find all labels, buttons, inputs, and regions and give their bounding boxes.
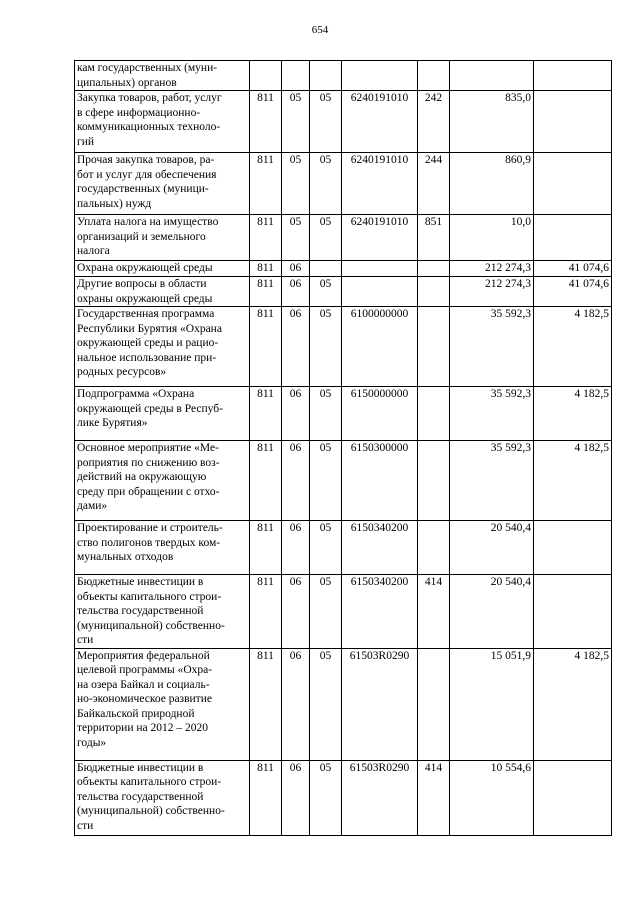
cell-expense-type: 414 — [418, 760, 450, 835]
cell-ved: 811 — [250, 441, 282, 521]
cell-name: Охрана окружающей среды — [75, 261, 250, 277]
cell-amount-1: 835,0 — [450, 91, 534, 153]
cell-subsection: 05 — [310, 277, 342, 307]
cell-subsection — [310, 261, 342, 277]
table-row — [75, 521, 612, 575]
cell-amount-1: 212 274,3 — [450, 261, 534, 277]
cell-target-article — [342, 61, 418, 91]
cell-target-article: 6150000000 — [342, 387, 418, 441]
cell-amount-2 — [534, 760, 612, 835]
cell-amount-1: 20 540,4 — [450, 575, 534, 649]
cell-name: Другие вопросы в области охраны окружающей среды — [75, 277, 250, 307]
cell-amount-2: 41 074,6 — [534, 277, 612, 307]
cell-expense-type — [418, 521, 450, 575]
cell-amount-2: 4 182,5 — [534, 648, 612, 760]
table-row — [75, 387, 612, 441]
table-row — [75, 307, 612, 387]
cell-expense-type: 244 — [418, 153, 450, 215]
cell-amount-2: 4 182,5 — [534, 387, 612, 441]
cell-ved: 811 — [250, 521, 282, 575]
cell-section: 05 — [282, 153, 310, 215]
cell-amount-2 — [534, 91, 612, 153]
cell-amount-2 — [534, 215, 612, 261]
cell-name: Основное мероприятие «Ме- роприятия по снижению воз- действий на окружающую среду при обращении с отхо- дами» — [75, 441, 250, 521]
cell-expense-type — [418, 277, 450, 307]
cell-name: Подпрограмма «Охрана окружающей среды в Респуб- лике Бурятия» — [75, 387, 250, 441]
cell-expense-type — [418, 307, 450, 387]
cell-amount-2 — [534, 153, 612, 215]
cell-section — [282, 61, 310, 91]
cell-name: Мероприятия федеральной целевой программы «Охра- на озера Байкал и социаль- но-экономическое развитие Байкальской природной территории на 2012 – 2020 годы» — [75, 648, 250, 760]
cell-target-article — [342, 277, 418, 307]
cell-amount-1: 212 274,3 — [450, 277, 534, 307]
cell-subsection: 05 — [310, 575, 342, 649]
cell-amount-2 — [534, 575, 612, 649]
cell-target-article: 61503R0290 — [342, 760, 418, 835]
cell-section: 06 — [282, 277, 310, 307]
cell-section: 06 — [282, 387, 310, 441]
cell-amount-1: 35 592,3 — [450, 441, 534, 521]
budget-table — [74, 60, 612, 836]
cell-ved: 811 — [250, 387, 282, 441]
cell-name: Бюджетные инвестиции в объекты капитального строи- тельства государственной (муниципальной) собственно- сти — [75, 575, 250, 649]
cell-subsection: 05 — [310, 215, 342, 261]
cell-expense-type — [418, 61, 450, 91]
cell-subsection: 05 — [310, 153, 342, 215]
cell-amount-1 — [450, 61, 534, 91]
cell-subsection: 05 — [310, 441, 342, 521]
cell-amount-2 — [534, 521, 612, 575]
cell-name: Уплата налога на имущество организаций и земельного налога — [75, 215, 250, 261]
cell-name: Закупка товаров, работ, услуг в сфере информационно- коммуникационных техноло- гий — [75, 91, 250, 153]
cell-section: 06 — [282, 307, 310, 387]
cell-section: 06 — [282, 261, 310, 277]
cell-ved: 811 — [250, 215, 282, 261]
table-row — [75, 153, 612, 215]
cell-ved: 811 — [250, 307, 282, 387]
cell-subsection: 05 — [310, 387, 342, 441]
cell-target-article: 6240191010 — [342, 153, 418, 215]
cell-amount-1: 35 592,3 — [450, 387, 534, 441]
cell-ved: 811 — [250, 91, 282, 153]
cell-name: Государственная программа Республики Бурятия «Охрана окружающей среды и рацио- нальное использование при- родных ресурсов» — [75, 307, 250, 387]
cell-expense-type — [418, 261, 450, 277]
cell-target-article: 61503R0290 — [342, 648, 418, 760]
page-number: 654 — [311, 24, 329, 36]
cell-expense-type — [418, 387, 450, 441]
cell-amount-1: 20 540,4 — [450, 521, 534, 575]
cell-name: Прочая закупка товаров, ра- бот и услуг для обеспечения государственных (муници- пальных) нужд — [75, 153, 250, 215]
cell-name: Бюджетные инвестиции в объекты капитального строи- тельства государственной (муниципальной) собственно- сти — [75, 760, 250, 835]
cell-ved: 811 — [250, 648, 282, 760]
cell-expense-type: 414 — [418, 575, 450, 649]
table-row — [75, 91, 612, 153]
cell-subsection: 05 — [310, 91, 342, 153]
cell-expense-type: 242 — [418, 91, 450, 153]
table-row — [75, 215, 612, 261]
cell-section: 06 — [282, 648, 310, 760]
cell-name: кам государственных (муни- ципальных) органов — [75, 61, 250, 91]
cell-name: Проектирование и строитель- ство полигонов твердых ком- мунальных отходов — [75, 521, 250, 575]
table-row — [75, 441, 612, 521]
cell-ved: 811 — [250, 261, 282, 277]
cell-amount-2: 4 182,5 — [534, 307, 612, 387]
cell-amount-1: 15 051,9 — [450, 648, 534, 760]
cell-subsection: 05 — [310, 760, 342, 835]
table-row — [75, 575, 612, 649]
cell-section: 06 — [282, 521, 310, 575]
cell-amount-2: 4 182,5 — [534, 441, 612, 521]
cell-ved: 811 — [250, 277, 282, 307]
table-row — [75, 61, 612, 91]
cell-subsection: 05 — [310, 521, 342, 575]
cell-target-article — [342, 261, 418, 277]
cell-section: 05 — [282, 215, 310, 261]
cell-amount-2: 41 074,6 — [534, 261, 612, 277]
cell-subsection: 05 — [310, 307, 342, 387]
cell-section: 06 — [282, 441, 310, 521]
cell-ved — [250, 61, 282, 91]
cell-amount-1: 860,9 — [450, 153, 534, 215]
cell-amount-2 — [534, 61, 612, 91]
cell-subsection: 05 — [310, 648, 342, 760]
table-row — [75, 277, 612, 307]
cell-ved: 811 — [250, 153, 282, 215]
cell-subsection — [310, 61, 342, 91]
cell-expense-type — [418, 441, 450, 521]
table-row — [75, 648, 612, 760]
cell-amount-1: 10,0 — [450, 215, 534, 261]
table-row — [75, 760, 612, 835]
cell-target-article: 6150300000 — [342, 441, 418, 521]
cell-target-article: 6150340200 — [342, 575, 418, 649]
cell-ved: 811 — [250, 575, 282, 649]
cell-expense-type: 851 — [418, 215, 450, 261]
table-row — [75, 261, 612, 277]
cell-section: 06 — [282, 760, 310, 835]
cell-target-article: 6240191010 — [342, 215, 418, 261]
cell-section: 05 — [282, 91, 310, 153]
cell-target-article: 6150340200 — [342, 521, 418, 575]
cell-section: 06 — [282, 575, 310, 649]
cell-expense-type — [418, 648, 450, 760]
cell-target-article: 6240191010 — [342, 91, 418, 153]
cell-amount-1: 10 554,6 — [450, 760, 534, 835]
cell-amount-1: 35 592,3 — [450, 307, 534, 387]
cell-target-article: 6100000000 — [342, 307, 418, 387]
cell-ved: 811 — [250, 760, 282, 835]
